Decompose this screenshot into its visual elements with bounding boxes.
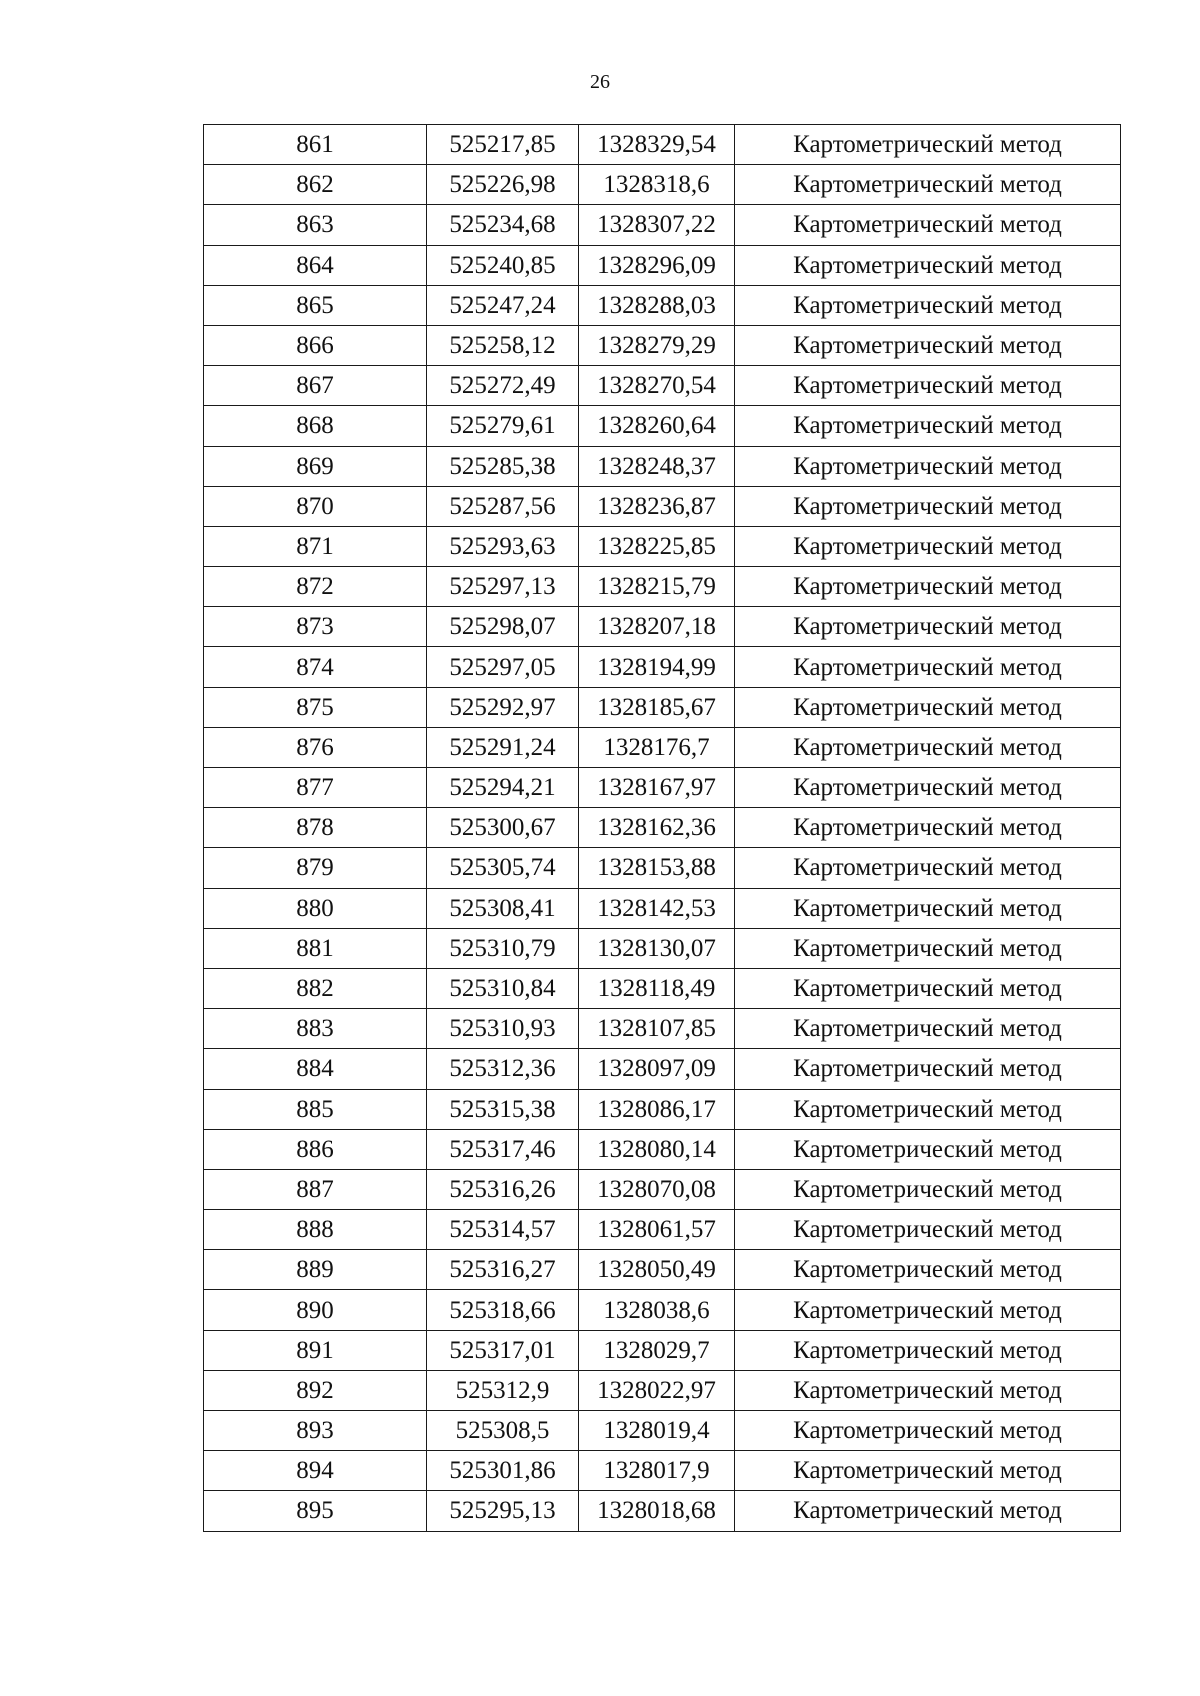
x-coordinate-cell: 525293,63	[427, 526, 579, 566]
x-coordinate-cell: 525240,85	[427, 245, 579, 285]
method-cell: Картометрический метод	[735, 1250, 1121, 1290]
method-cell: Картометрический метод	[735, 1169, 1121, 1209]
y-coordinate-cell: 1328022,97	[579, 1370, 735, 1410]
y-coordinate-cell: 1328225,85	[579, 526, 735, 566]
coordinates-table	[203, 124, 1121, 1532]
x-coordinate-cell: 525314,57	[427, 1210, 579, 1250]
point-number-cell: 867	[204, 366, 427, 406]
point-number-cell: 885	[204, 1089, 427, 1129]
table-row	[204, 928, 1121, 968]
y-coordinate-cell: 1328307,22	[579, 205, 735, 245]
method-cell: Картометрический метод	[735, 1290, 1121, 1330]
y-coordinate-cell: 1328038,6	[579, 1290, 735, 1330]
x-coordinate-cell: 525308,5	[427, 1411, 579, 1451]
x-coordinate-cell: 525272,49	[427, 366, 579, 406]
method-cell: Картометрический метод	[735, 1089, 1121, 1129]
table-row	[204, 1009, 1121, 1049]
point-number-cell: 861	[204, 125, 427, 165]
x-coordinate-cell: 525316,26	[427, 1169, 579, 1209]
point-number-cell: 864	[204, 245, 427, 285]
y-coordinate-cell: 1328296,09	[579, 245, 735, 285]
x-coordinate-cell: 525287,56	[427, 486, 579, 526]
point-number-cell: 891	[204, 1330, 427, 1370]
y-coordinate-cell: 1328236,87	[579, 486, 735, 526]
point-number-cell: 870	[204, 486, 427, 526]
method-cell: Картометрический метод	[735, 928, 1121, 968]
x-coordinate-cell: 525308,41	[427, 888, 579, 928]
y-coordinate-cell: 1328176,7	[579, 727, 735, 767]
point-number-cell: 871	[204, 526, 427, 566]
method-cell: Картометрический метод	[735, 567, 1121, 607]
table-row	[204, 1049, 1121, 1089]
point-number-cell: 868	[204, 406, 427, 446]
y-coordinate-cell: 1328260,64	[579, 406, 735, 446]
point-number-cell: 884	[204, 1049, 427, 1089]
point-number-cell: 893	[204, 1411, 427, 1451]
method-cell: Картометрический метод	[735, 727, 1121, 767]
method-cell: Картометрический метод	[735, 285, 1121, 325]
method-cell: Картометрический метод	[735, 526, 1121, 566]
table-row	[204, 1370, 1121, 1410]
x-coordinate-cell: 525234,68	[427, 205, 579, 245]
x-coordinate-cell: 525291,24	[427, 727, 579, 767]
x-coordinate-cell: 525217,85	[427, 125, 579, 165]
table-row	[204, 486, 1121, 526]
table-row	[204, 285, 1121, 325]
table-row	[204, 165, 1121, 205]
y-coordinate-cell: 1328329,54	[579, 125, 735, 165]
method-cell: Картометрический метод	[735, 1009, 1121, 1049]
y-coordinate-cell: 1328215,79	[579, 567, 735, 607]
point-number-cell: 877	[204, 768, 427, 808]
point-number-cell: 876	[204, 727, 427, 767]
point-number-cell: 862	[204, 165, 427, 205]
method-cell: Картометрический метод	[735, 808, 1121, 848]
point-number-cell: 865	[204, 285, 427, 325]
table-row	[204, 808, 1121, 848]
point-number-cell: 872	[204, 567, 427, 607]
point-number-cell: 894	[204, 1451, 427, 1491]
point-number-cell: 886	[204, 1129, 427, 1169]
table-row	[204, 727, 1121, 767]
method-cell: Картометрический метод	[735, 968, 1121, 1008]
y-coordinate-cell: 1328207,18	[579, 607, 735, 647]
x-coordinate-cell: 525316,27	[427, 1250, 579, 1290]
method-cell: Картометрический метод	[735, 406, 1121, 446]
y-coordinate-cell: 1328142,53	[579, 888, 735, 928]
table-row	[204, 687, 1121, 727]
method-cell: Картометрический метод	[735, 1491, 1121, 1531]
table-row	[204, 1451, 1121, 1491]
x-coordinate-cell: 525310,79	[427, 928, 579, 968]
point-number-cell: 880	[204, 888, 427, 928]
table-row	[204, 1290, 1121, 1330]
x-coordinate-cell: 525298,07	[427, 607, 579, 647]
point-number-cell: 882	[204, 968, 427, 1008]
point-number-cell: 869	[204, 446, 427, 486]
page-number: 26	[590, 71, 610, 93]
x-coordinate-cell: 525317,01	[427, 1330, 579, 1370]
point-number-cell: 890	[204, 1290, 427, 1330]
method-cell: Картометрический метод	[735, 125, 1121, 165]
table-row	[204, 446, 1121, 486]
method-cell: Картометрический метод	[735, 768, 1121, 808]
table-row	[204, 125, 1121, 165]
y-coordinate-cell: 1328061,57	[579, 1210, 735, 1250]
x-coordinate-cell: 525295,13	[427, 1491, 579, 1531]
y-coordinate-cell: 1328318,6	[579, 165, 735, 205]
method-cell: Картометрический метод	[735, 205, 1121, 245]
point-number-cell: 881	[204, 928, 427, 968]
coordinates-table-body	[204, 125, 1121, 1532]
method-cell: Картометрический метод	[735, 1049, 1121, 1089]
x-coordinate-cell: 525317,46	[427, 1129, 579, 1169]
method-cell: Картометрический метод	[735, 888, 1121, 928]
x-coordinate-cell: 525300,67	[427, 808, 579, 848]
method-cell: Картометрический метод	[735, 325, 1121, 365]
table-row	[204, 526, 1121, 566]
y-coordinate-cell: 1328107,85	[579, 1009, 735, 1049]
table-row	[204, 888, 1121, 928]
table-row	[204, 1129, 1121, 1169]
table-row	[204, 1210, 1121, 1250]
x-coordinate-cell: 525294,21	[427, 768, 579, 808]
method-cell: Картометрический метод	[735, 165, 1121, 205]
y-coordinate-cell: 1328029,7	[579, 1330, 735, 1370]
y-coordinate-cell: 1328270,54	[579, 366, 735, 406]
method-cell: Картометрический метод	[735, 1210, 1121, 1250]
point-number-cell: 888	[204, 1210, 427, 1250]
x-coordinate-cell: 525285,38	[427, 446, 579, 486]
y-coordinate-cell: 1328070,08	[579, 1169, 735, 1209]
table-row	[204, 366, 1121, 406]
table-row	[204, 567, 1121, 607]
table-row	[204, 245, 1121, 285]
y-coordinate-cell: 1328185,67	[579, 687, 735, 727]
method-cell: Картометрический метод	[735, 486, 1121, 526]
x-coordinate-cell: 525310,93	[427, 1009, 579, 1049]
point-number-cell: 889	[204, 1250, 427, 1290]
point-number-cell: 879	[204, 848, 427, 888]
point-number-cell: 883	[204, 1009, 427, 1049]
method-cell: Картометрический метод	[735, 647, 1121, 687]
x-coordinate-cell: 525279,61	[427, 406, 579, 446]
point-number-cell: 874	[204, 647, 427, 687]
table-row	[204, 968, 1121, 1008]
method-cell: Картометрический метод	[735, 1330, 1121, 1370]
x-coordinate-cell: 525310,84	[427, 968, 579, 1008]
x-coordinate-cell: 525297,05	[427, 647, 579, 687]
y-coordinate-cell: 1328018,68	[579, 1491, 735, 1531]
point-number-cell: 875	[204, 687, 427, 727]
y-coordinate-cell: 1328248,37	[579, 446, 735, 486]
point-number-cell: 873	[204, 607, 427, 647]
y-coordinate-cell: 1328019,4	[579, 1411, 735, 1451]
x-coordinate-cell: 525226,98	[427, 165, 579, 205]
y-coordinate-cell: 1328130,07	[579, 928, 735, 968]
method-cell: Картометрический метод	[735, 1451, 1121, 1491]
x-coordinate-cell: 525297,13	[427, 567, 579, 607]
method-cell: Картометрический метод	[735, 366, 1121, 406]
method-cell: Картометрический метод	[735, 1411, 1121, 1451]
point-number-cell: 892	[204, 1370, 427, 1410]
method-cell: Картометрический метод	[735, 607, 1121, 647]
table-row	[204, 205, 1121, 245]
method-cell: Картометрический метод	[735, 848, 1121, 888]
x-coordinate-cell: 525315,38	[427, 1089, 579, 1129]
table-row	[204, 1330, 1121, 1370]
method-cell: Картометрический метод	[735, 1129, 1121, 1169]
y-coordinate-cell: 1328279,29	[579, 325, 735, 365]
method-cell: Картометрический метод	[735, 446, 1121, 486]
method-cell: Картометрический метод	[735, 1370, 1121, 1410]
x-coordinate-cell: 525292,97	[427, 687, 579, 727]
y-coordinate-cell: 1328194,99	[579, 647, 735, 687]
y-coordinate-cell: 1328097,09	[579, 1049, 735, 1089]
table-row	[204, 1169, 1121, 1209]
point-number-cell: 887	[204, 1169, 427, 1209]
x-coordinate-cell: 525312,9	[427, 1370, 579, 1410]
y-coordinate-cell: 1328288,03	[579, 285, 735, 325]
x-coordinate-cell: 525258,12	[427, 325, 579, 365]
y-coordinate-cell: 1328167,97	[579, 768, 735, 808]
y-coordinate-cell: 1328080,14	[579, 1129, 735, 1169]
table-row	[204, 1250, 1121, 1290]
table-row	[204, 406, 1121, 446]
point-number-cell: 878	[204, 808, 427, 848]
table-row	[204, 1491, 1121, 1531]
table-row	[204, 1089, 1121, 1129]
y-coordinate-cell: 1328153,88	[579, 848, 735, 888]
table-row	[204, 768, 1121, 808]
x-coordinate-cell: 525247,24	[427, 285, 579, 325]
x-coordinate-cell: 525312,36	[427, 1049, 579, 1089]
y-coordinate-cell: 1328017,9	[579, 1451, 735, 1491]
table-row	[204, 1411, 1121, 1451]
y-coordinate-cell: 1328050,49	[579, 1250, 735, 1290]
point-number-cell: 863	[204, 205, 427, 245]
table-row	[204, 848, 1121, 888]
y-coordinate-cell: 1328118,49	[579, 968, 735, 1008]
x-coordinate-cell: 525301,86	[427, 1451, 579, 1491]
x-coordinate-cell: 525305,74	[427, 848, 579, 888]
method-cell: Картометрический метод	[735, 687, 1121, 727]
y-coordinate-cell: 1328086,17	[579, 1089, 735, 1129]
table-row	[204, 325, 1121, 365]
table-row	[204, 647, 1121, 687]
y-coordinate-cell: 1328162,36	[579, 808, 735, 848]
x-coordinate-cell: 525318,66	[427, 1290, 579, 1330]
point-number-cell: 895	[204, 1491, 427, 1531]
point-number-cell: 866	[204, 325, 427, 365]
method-cell: Картометрический метод	[735, 245, 1121, 285]
table-row	[204, 607, 1121, 647]
